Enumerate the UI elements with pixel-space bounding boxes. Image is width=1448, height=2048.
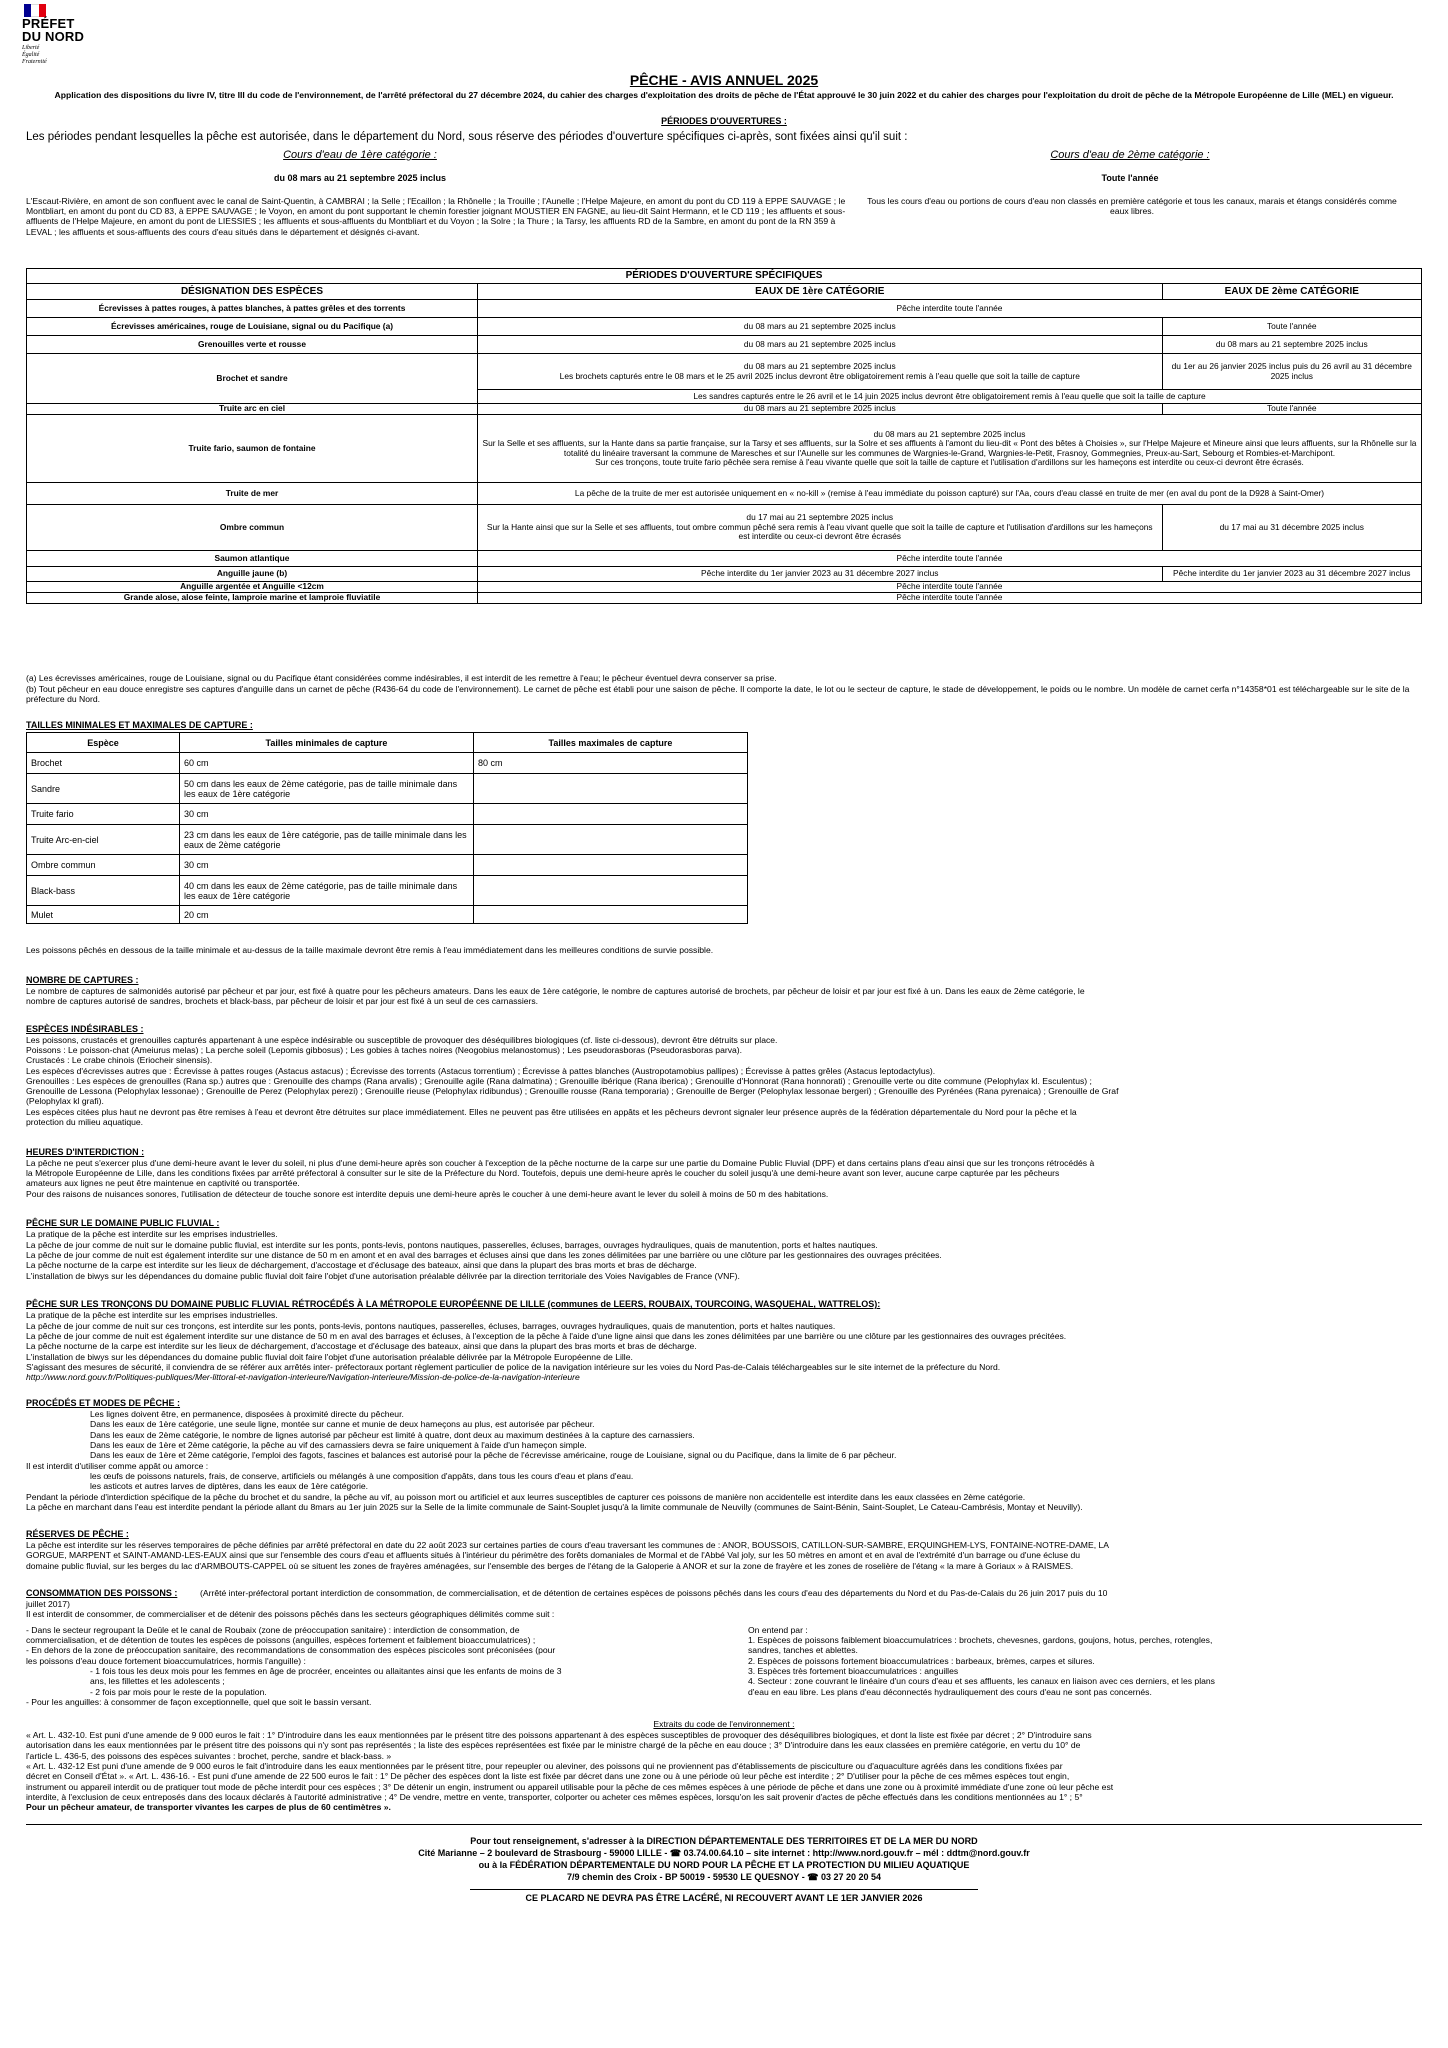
consommation-right: d'eau en eau libre. Les plans d'eau déconnectés hydrauliquement des cours d'eau ne sont pas concernés. <box>748 1687 1152 1697</box>
consommation-right: 4. Secteur : zone couvrant le linéaire d'un cours d'eau et ses affluents, les canaux en liaison avec ces derniers, et les plans <box>748 1676 1215 1686</box>
extraits-line: l'article L. 436-5, des poissons des espèces suivantes : brochet, perche, sandre et black-bass. » <box>26 1751 392 1761</box>
footer-line: ou à la FÉDÉRATION DÉPARTEMENTALE DU NORD POUR LA PÊCHE ET LA PROTECTION DU MILIEU AQUATIQUE <box>478 1860 970 1870</box>
cat2-title: Cours d'eau de 2ème catégorie : <box>1050 149 1210 161</box>
dpf-line: L'installation de biwys sur les dépendances du domaine public fluvial doit faire l'objet d'une autorisation préalable délivrée par la direction territoriale des Voies Navigables de France (VNF). <box>26 1271 740 1281</box>
table-row: Anguille argentée et Anguille <12cm Pêche interdite toute l'année <box>27 582 1422 593</box>
consommation-right: 1. Espèces de poissons faiblement bioaccumulatrices : brochets, chevesnes, gardons, goujons, hotus, perches, rotengles, <box>748 1635 1213 1645</box>
table-row: Grenouilles verte et rousse du 08 mars au 21 septembre 2025 inclus du 08 mars au 21 septembre 2025 inclus <box>27 336 1422 354</box>
specific-caption: PÉRIODES D'OUVERTURE SPÉCIFIQUES <box>27 269 1422 284</box>
cat1-text: L'Escaut-Rivière, en amont de son confluent avec le canal de Saint-Quentin, à CAMBRAI ; la Selle ; l'Ecaillon ; la Rhônelle ; la Trouille ; l'Aunelle ; l'Helpe Majeure, en amont du pont du CD 119 à EPPE SAUVAGE ; le Montbliart, en amont du pont du CD 83, à EPPE SAUVAGE ; le Voyon, en amont du pont supportant le chemin forestier joignant MOUSTIER EN FAGNE, au lieu-dit Saint Hermann, et le CD 119 ; les affluents et sous-affluents de l'Helpe Majeure, en amont du pont de LIESSIES ; les affluents et sous-affluents du Montbliart et du Voyon ; la Solre ; la Thure ; la Tarsy, les affluents RD de la Sambre, en amont du pont de la RN 359 à LEVAL ; les affluents et sous-affluents des cours d'eau situés dans le département et désignés ci-avant. <box>26 196 846 237</box>
sizes-heading: TAILLES MINIMALES ET MAXIMALES DE CAPTURE : <box>26 720 253 730</box>
procedes-item: Les lignes doivent être, en permanence, disposées à proximité directe du pêcheur. <box>90 1409 404 1419</box>
extraits-line: Pour un pêcheur amateur, de transporter vivantes les carpes de plus de 60 centimètres ». <box>26 1802 391 1812</box>
procedes-line2: La pêche en marchant dans l'eau est interdite pendant la période allant du 8mars au 1er juin 2025 sur la Selle de la limite communale de Saint-Souplet jusqu'à la limite communale de Neuvilly (communes de Saint-Bénin, Saint-Souplet, Le Cateau-Cambrésis, Montay et Neuvilly). <box>26 1502 1083 1512</box>
procedes-appat-item: les œufs de poissons naturels, frais, de conserve, artificiels ou mélangés à une composition d'appâts, dans tous les cours d'eau et plans d'eau. <box>90 1471 634 1481</box>
indesirables-line: Grenouilles : Les espèces de grenouilles (Rana sp.) autres que : Grenouille des champs (Rana arvalis) ; Grenouille agile (Rana dalmatina) ; Grenouille ibérique (Rana iberica) ; Grenouille d'Honnorat (Rana honnorati) ; Grenouille verte ou dite commune (Pelophylax kl. Esculentus) ; <box>26 1076 1092 1086</box>
procedes-heading: PROCÉDÉS ET MODES DE PÊCHE : <box>26 1398 181 1408</box>
table-row: Anguille jaune (b) Pêche interdite du 1er janvier 2023 au 31 décembre 2027 inclus Pêche interdite du 1er janvier 2023 au 31 décembre 2027 inclus <box>27 567 1422 582</box>
procedes-item: Dans les eaux de 1ère et 2ème catégorie, l'emploi des fagots, fascines et balances est autorisé pour la pêche de l'écrevisse américaine, rouge de Louisiane, signal ou du Pacifique, dans la limite de 6 par pêcheur. <box>90 1450 897 1460</box>
page-title: PÊCHE - AVIS ANNUEL 2025 <box>629 72 819 88</box>
procedes-appat-intro: Il est interdit d'utiliser comme appât ou amorce : <box>26 1461 209 1471</box>
consommation-left: commercialisation, et de détention de toutes les espèces de poissons (anguilles, espèces fortement et faiblement bioaccumulatrices) ; <box>26 1635 536 1645</box>
table-row: Ombre commun 30 cm <box>27 855 748 876</box>
mel-link[interactable]: http://www.nord.gouv.fr/Politiques-publiques/Mer-littoral-et-navigation-interieure/Navigation-interieure/Mission-de-police-de-la-navigation-interieure <box>26 1372 580 1382</box>
indesirables-line: Poissons : Le poisson-chat (Ameiurus melas) ; La perche soleil (Lepomis gibbosus) ; Les gobies à taches noires (Neogobius melanostomus) ; Les pseudorasboras (Pseudorasboras parva). <box>26 1045 743 1055</box>
cat1-dates: du 08 mars au 21 septembre 2025 inclus <box>273 173 447 183</box>
mel-line: La pêche de jour comme de nuit sur ces tronçons, est interdite sur les ponts, ponts-levis, pontons nautiques, passerelles, écluses, barrages, ouvrages hydrauliques, quais de manutention, ports et haltes nautiques. <box>26 1321 836 1331</box>
consommation-line1: (Arrêté inter-préfectoral portant interdiction de consommation, de commercialisation, et de détention de certaines espèces de poissons pêchés dans les cours d'eau des départements du Nord et du Pas-de-Calais du 26 juin 2017 puis du 10 <box>200 1588 1108 1598</box>
table-row: Les sandres capturés entre le 26 avril et le 14 juin 2025 inclus devront être obligatoirement remis à l'eau quelle que soit la taille de capture <box>27 390 1422 404</box>
indesirables-line: protection du milieu aquatique. <box>26 1117 144 1127</box>
consommation-left: - Pour les anguilles: à consommer de façon exceptionnelle, quel que soit le bassin versant. <box>26 1697 372 1707</box>
consommation-right: 2. Espèces de poissons fortement bioaccumulatrices : barbeaux, brèmes, carpes et silures. <box>748 1656 1095 1666</box>
extraits-line: « Art. L. 432-12 Est puni d'une amende de 9 000 euros le fait d'introduire dans les eaux mentionnées par le présent titre, pour repeupler ou aleviner, des poissons qui ne proviennent pas d'établissements de pisciculture ou d'aquaculture agréés dans les conditions fixées par <box>26 1761 1063 1771</box>
note-b: (b) Tout pêcheur en eau douce enregistre ses captures d'anguille dans un carnet de pêche (R436-64 du code de l'environnement). Le carnet de pêche est établi pour une saison de pêche. Il comporte la date, le lot ou le secteur de capture, le stade de développement, le poids ou le nombre. Un modèle de carnet cerfa n°14358*01 est téléchargeable sur le site de la préfecture du Nord. <box>26 684 1410 705</box>
logo-line1: PRÉFET <box>22 16 75 31</box>
extraits-line: instrument ou appareil interdit ou de pratiquer tout mode de pêche interdit pour ces espèces ; 3° De détenir un engin, instrument ou appareil utilisable pour la pêche de ces mêmes espèces à une période de pêche et dans une zone ou à proximité immédiate d'une zone où leur pêche est <box>26 1782 1114 1792</box>
table-row: Grande alose, alose feinte, lamproie marine et lamproie fluviatile Pêche interdite toute l'année <box>27 593 1422 604</box>
reserves-line: domaine public fluvial, sur les berges du lac d'ARMBOUTS-CAPPEL où se situent les zones de frayères aménagées, sur l'ensemble des berges de l'étang de la Galoperie à ANOR et sur la zone de frayère et les zones de roselière de l'étang « la mare à Goriaux » à RAISMES. <box>26 1561 1074 1571</box>
table-row: Truite fario, saumon de fontaine du 08 mars au 21 septembre 2025 inclus Sur la Selle et ses affluents, sur la Hante dans sa partie française, sur la Tarsy et ses affluents, sur la Solre et ses affluents à l'amont du lieu-dit « Pont des bêtes à Choisies », sur l'Helpe Majeure et Mineure ainsi que leurs affluents, sur la Rhônelle sur la totalité du linéaire traversant la commune de Maresches et sur l'Aunelle sur les communes de Wargnies-le-Grand, Wargnies-le-Petit, Frasnoy, Gommegnies, Preux-au-Sart, Sebourg et Rombies-et-Marchipont. Sur ces tronçons, toute truite fario pêchée sera remise à l'eau vivante quelle que soit la taille de capture et l'utilisation d'ardillons sur les hameçons est interdite ou ceux-ci devront être écrasés. <box>27 415 1422 483</box>
consommation-left: - 2 fois par mois pour le reste de la population. <box>90 1687 267 1697</box>
dpf-line: La pratique de la pêche est interdite sur les emprises industrielles. <box>26 1229 278 1239</box>
consommation-left: - En dehors de la zone de préoccupation sanitaire, des recommandations de consommation des espèces piscicoles sont préconisées (pour <box>26 1645 556 1655</box>
consommation-left: - Dans le secteur regroupant la Deûle et le canal de Roubaix (zone de préoccupation sanitaire) : interdiction de consommation, de <box>26 1625 520 1635</box>
footer-notice: CE PLACARD NE DEVRA PAS ÊTRE LACÉRÉ, NI RECOUVERT AVANT LE 1ER JANVIER 2026 <box>525 1893 923 1903</box>
procedes-item: Dans les eaux de 1ère et 2ème catégorie, la pêche au vif des carnassiers devra se faire uniquement à l'aide d'un hameçon simple. <box>90 1440 587 1450</box>
indesirables-line: Les espèces d'écrevisses autres que : Écrevisse à pattes rouges (Astacus astacus) ; Écrevisse des torrents (Astacus torrentium) ; Écrevisse à pattes blanches (Austropotamobius pallipes) ; Écrevisse à pattes grêles (Astacus leptodactylus). <box>26 1066 936 1076</box>
captures-heading: NOMBRE DE CAPTURES : <box>26 975 139 985</box>
footer-divider <box>26 1824 1422 1825</box>
table-row: Ombre commun du 17 mai au 21 septembre 2025 inclus Sur la Hante ainsi que sur la Selle et ses affluents, tout ombre commun pêché sera remis à l'eau vivant quelle que soit la taille de capture et l'utilisation d'ardillons sur les hameçons est interdite ou ceux-ci devront être écrasés du 17 mai au 31 décembre 2025 inclus <box>27 505 1422 551</box>
table-row: Sandre 50 cm dans les eaux de 2ème catégorie, pas de taille minimale dans les eaux de 1ère catégorie <box>27 774 748 804</box>
cat1-title: Cours d'eau de 1ère catégorie : <box>283 149 437 161</box>
procedes-item: Dans les eaux de 2ème catégorie, le nombre de lignes autorisé par pêcheur est limité à quatre, dont deux au maximum destinées à la capture des carnassiers. <box>90 1430 695 1440</box>
extraits-line: autorisation dans les eaux mentionnées par le présent titre des poissons qui n'y sont pas représentés ; la liste des espèces représentées est fixée par le ministre chargé de la pêche en eau douce ; 3° D'introduire dans les eaux classées en première catégorie, en vertu du 10° de <box>26 1740 1081 1750</box>
extraits-heading: Extraits du code de l'environnement : <box>653 1719 795 1729</box>
logo-line2: DU NORD <box>22 29 85 44</box>
mel-line: La pêche nocturne de la carpe est interdite sur les lieux de déchargement, d'accostage et d'éclusage des bateaux, ainsi que dans la plupart des bras morts et bras de décharge. <box>26 1341 697 1351</box>
heures-line: La pêche ne peut s'exercer plus d'une demi-heure avant le lever du soleil, ni plus d'une demi-heure après son coucher à l'exception de la pêche nocturne de la carpe sur une partie du Domaine Public Fluvial (DPF) et dans certains plans d'eau ainsi que sur les tronçons rétrocédés à <box>26 1158 1095 1168</box>
consommation-right: sandres, tanches et ablettes. <box>748 1645 858 1655</box>
extraits-line: interdite, à l'exclusion de ceux entreposés dans des locaux déclarés à l'autorité administrative ; 4° De vendre, mettre en vente, transporter, colporter ou acheter ces mêmes espèces, lorsqu'on les sait provenir d'actes de pêche effectués dans les conditions mentionnées au 1° ; 5° <box>26 1792 1083 1802</box>
mel-line: S'agissant des mesures de sécurité, il conviendra de se référer aux arrêtés inter- préfectoraux portant règlement particulier de police de la navigation intérieure sur les voies du Nord Pas-de-Calais téléchargeables sur le site internet de la préfecture du Nord. <box>26 1362 1001 1372</box>
mel-line: La pêche de jour comme de nuit est également interdite sur une distance de 50 m en aval des barrages et écluses, à l'exception de la pêche à l'aide d'une ligne ainsi que dans les zones délimitées par une barrière ou une clôture par les gestionnaires des ouvrages précitées. <box>26 1331 1067 1341</box>
heures-line: la Métropole Européenne de Lille, dans les conditions fixées par arrêté préfectoral à consulter sur le site de la Préfecture du Nord. Toutefois, depuis une demi-heure après le coucher du soleil jusqu'à une demi-heure avant son lever, aucune carpe capturée par les pêcheurs <box>26 1168 1060 1178</box>
footer-divider <box>470 1889 978 1890</box>
dpf-line: La pêche de jour comme de nuit est également interdite sur une distance de 50 m en amont et en aval des barrages et écluses ainsi que dans les zones délimitées par une barrière ou une clôture par les gestionnaires des ouvrages précitées. <box>26 1250 942 1260</box>
table-row: Mulet 20 cm <box>27 906 748 924</box>
procedes-line1: Pendant la période d'interdiction spécifique de la pêche du brochet et du sandre, la pêche au vif, au poisson mort ou artificiel et aux leurres susceptibles de capturer ces poissons de manière non accidentelle est interdite dans les eaux classées en 2ème catégorie. <box>26 1492 1026 1502</box>
consommation-right: On entend par : <box>748 1625 808 1635</box>
footer-line: Cité Marianne – 2 boulevard de Strasbourg - 59000 LILLE - ☎ 03.74.00.64.10 – site internet : http://www.nord.gouv.fr – mél : ddtm@nord.gouv.fr <box>418 1848 1030 1858</box>
periods-heading: PÉRIODES D'OUVERTURES : <box>661 116 787 126</box>
procedes-appat-item: les asticots et autres larves de diptères, dans les eaux de 1ère catégorie. <box>90 1481 369 1491</box>
intro-text: Application des dispositions du livre IV, titre III du code de l'environnement, de l'arrêté préfectoral du 27 décembre 2024, du cahier des charges d'exploitation des droits de pêche de l'État approuvé le 30 juin 2022 et du cahier des charges pour l'exploitation du droit de pêche de la Métropole Européenne de Lille (MEL) en vigueur. <box>54 90 1394 100</box>
heures-line: amateurs aux lignes ne peut être maintenue en captivité ou transportée. <box>26 1178 300 1188</box>
table-row: Truite fario 30 cm <box>27 804 748 825</box>
extraits-line: « Art. L. 432-10. Est puni d'une amende de 9 000 euros le fait : 1° D'introduire dans les eaux mentionnées par le présent titre des poissons appartenant à des espèces susceptibles de provoquer des déséquilibres biologiques, et dont la liste est fixée par décret ; 2° D'introduire sans <box>26 1730 1092 1740</box>
footer-line: Pour tout renseignement, s'adresser à la DIRECTION DÉPARTEMENTALE DES TERRITOIRES ET DE LA MER DU NORD <box>470 1836 978 1846</box>
specific-periods-table <box>26 268 1422 604</box>
note-a: (a) Les écrevisses américaines, rouge de Louisiane, signal ou du Pacifique étant considérées comme indésirables, il est interdit de les remettre à l'eau; le pêcheur éventuel devra conserver sa prise. <box>26 673 777 683</box>
table-row: Truite de mer La pêche de la truite de mer est autorisée uniquement en « no-kill » (remise à l'eau immédiate du poisson capturé) sur l'Aa, cours d'eau classé en truite de mer (en aval du pont de la D928 à Saint-Omer) <box>27 483 1422 505</box>
consommation-right: 3. Espèces très fortement bioaccumulatrices : anguilles <box>748 1666 959 1676</box>
cat2-text: Tous les cours d'eau ou portions de cours d'eau non classés en première catégorie et tous les canaux, marais et étangs considérés comme eaux libres. <box>867 196 1397 217</box>
indesirables-line: Grenouille de Lessona (Pelophylax lessonae) ; Grenouille de Perez (Pelophylax perezi) ; Grenouille rieuse (Pelophylax ridibundus) ; Grenouille rousse (Rana temporaria) ; Grenouille de Berger (Pelophylax lessonae bergeri) ; Grenouille des Pyrénées (Rana pyrenaica) ; Grenouille de Graf <box>26 1086 1119 1096</box>
sizes-note: Les poissons pêchés en dessous de la taille minimale et au-dessus de la taille maximale devront être remis à l'eau immédiatement dans les meilleures conditions de survie possible. <box>26 945 714 955</box>
mel-heading: PÊCHE SUR LES TRONÇONS DU DOMAINE PUBLIC FLUVIAL RÉTROCÉDÉS À LA MÉTROPOLE EUROPÉENNE DE LILLE (communes de LEERS, ROUBAIX, TOURCOING, WASQUEHAL, WATTRELOS): <box>26 1299 881 1309</box>
indesirables-line: Les espèces citées plus haut ne devront pas être remises à l'eau et devront être détruites sur place immédiatement. Elles ne peuvent pas être utilisées en appâts et les pêcheurs devront signaler leur présence auprès de la fédération départementale du Nord pour la pêche et la <box>26 1107 1077 1117</box>
heures-heading: HEURES D'INTERDICTION : <box>26 1147 145 1157</box>
dpf-line: La pêche de jour comme de nuit sur le domaine public fluvial, est interdite sur les ponts, ponts-levis, pontons nautiques, passerelles, écluses, barrages, ouvrages hydrauliques, quais de manutention, ports et haltes nautiques. <box>26 1240 878 1250</box>
consommation-left: ans, les fillettes et les adolescents ; <box>90 1676 225 1686</box>
extraits-line: décret en Conseil d'État ». « Art. L. 436-16. - Est puni d'une amende de 22 500 euros le fait : 1° De pêcher des espèces dont la liste est fixée par décret dans une zone ou à une période où leur pêche est interdite ; 2° D'utiliser pour la pêche de ces mêmes espèces tout engin, <box>26 1771 1070 1781</box>
consommation-left: les poissons d'eau douce fortement bioaccumulatrices, hormis l'anguille) : <box>26 1656 306 1666</box>
table-row: Black-bass 40 cm dans les eaux de 2ème catégorie, pas de taille minimale dans les eaux de 1ère catégorie <box>27 876 748 906</box>
captures-line2: nombre de captures autorisé de sandres, brochets et black-bass, par pêcheur de loisir et par jour est fixé à un seul de ces carnassiers. <box>26 996 539 1006</box>
dpf-line: La pêche nocturne de la carpe est interdite sur les lieux de déchargement, d'accostage et d'éclusage des bateaux, ainsi que dans la plupart des bras morts et bras de décharge. <box>26 1260 697 1270</box>
heures-line: Pour des raisons de nuisances sonores, l'utilisation de détecteur de touche sonore est interdite depuis une demi-heure après le coucher à une demi-heure avant le lever du soleil à moins de 50 m des habitations. <box>26 1189 829 1199</box>
consommation-left: - 1 fois tous les deux mois pour les femmes en âge de procréer, enceintes ou allaitantes ainsi que les enfants de moins de 3 <box>90 1666 562 1676</box>
cat2-dates: Toute l'année <box>1101 173 1159 183</box>
indesirables-line: Les poissons, crustacés et grenouilles capturés appartenant à une espèce indésirable ou susceptible de provoquer des déséquilibres biologiques (cf. liste ci-dessous), devront être détruits sur place. <box>26 1035 778 1045</box>
col-species: DÉSIGNATION DES ESPÈCES <box>27 284 478 300</box>
indesirables-line: Crustacés : Le crabe chinois (Eriocheir sinensis). <box>26 1055 213 1065</box>
table-row: Écrevisses américaines, rouge de Louisiane, signal ou du Pacifique (a) du 08 mars au 21 septembre 2025 inclus Toute l'année <box>27 318 1422 336</box>
prefet-logo <box>22 4 102 66</box>
captures-line1: Le nombre de captures de salmonidés autorisé par pêcheur et par jour, est fixé à quatre pour les pêcheurs amateurs. Dans les eaux de 1ère catégorie, le nombre de captures autorisé de brochets, par pêcheur de loisir et par jour est fixé à un. Dans les eaux de 2ème catégorie, le <box>26 986 1085 996</box>
dpf-heading: PÊCHE SUR LE DOMAINE PUBLIC FLUVIAL : <box>26 1218 220 1228</box>
indesirables-line: (Pelophylax kl grafi). <box>26 1096 104 1106</box>
table-row: Brochet et sandre du 08 mars au 21 septembre 2025 inclus Les brochets capturés entre le 08 mars et le 25 avril 2025 inclus devront être obligatoirement remis à l'eau quelle que soit la taille de capture du 1er au 26 janvier 2025 inclus puis du 26 avril au 31 décembre 2025 inclus <box>27 354 1422 390</box>
table-row: Saumon atlantique Pêche interdite toute l'année <box>27 551 1422 567</box>
table-row: Brochet 60 cm 80 cm <box>27 753 748 774</box>
table-row: Truite Arc-en-ciel 23 cm dans les eaux de 1ère catégorie, pas de taille minimale dans les eaux de 2ème catégorie <box>27 825 748 855</box>
mel-line: L'installation de biwys sur les dépendances du domaine public fluvial doit faire l'objet d'une autorisation préalable délivrée par la Métropole Européenne de Lille. <box>26 1352 633 1362</box>
col-cat2: EAUX DE 2ème CATÉGORIE <box>1162 284 1421 300</box>
col-cat1: EAUX DE 1ère CATÉGORIE <box>478 284 1163 300</box>
table-row: Écrevisses à pattes rouges, à pattes blanches, à pattes grêles et des torrents Pêche interdite toute l'année <box>27 300 1422 318</box>
indesirables-heading: ESPÈCES INDÉSIRABLES : <box>26 1024 144 1034</box>
periods-lead: Les périodes pendant lesquelles la pêche est autorisée, dans le département du Nord, sous réserve des périodes d'ouverture spécifiques ci-après, sont fixées ainsi qu'il suit : <box>26 131 908 143</box>
consommation-line2: juillet 2017) <box>26 1599 70 1609</box>
consommation-heading: CONSOMMATION DES POISSONS : <box>26 1588 178 1598</box>
procedes-item: Dans les eaux de 1ère catégorie, une seule ligne, montée sur canne et munie de deux hameçons au plus, est autorisée par pêcheur. <box>90 1419 595 1429</box>
table-row: Truite arc en ciel du 08 mars au 21 septembre 2025 inclus Toute l'année <box>27 404 1422 415</box>
consommation-line3: Il est interdit de consommer, de commercialiser et de détenir des poissons pêchés dans les secteurs géographiques délimités comme suit : <box>26 1609 555 1619</box>
reserves-heading: RÉSERVES DE PÊCHE : <box>26 1529 129 1539</box>
logo-motto: Liberté Égalité Fraternité <box>22 45 47 65</box>
mel-line: La pratique de la pêche est interdite sur les emprises industrielles. <box>26 1310 278 1320</box>
sizes-table: Espèce Tailles minimales de capture Tailles maximales de capture Brochet 60 cm 80 cm Sandre 50 cm dans les eaux de 2ème catégorie, pas de taille minimale dans les eaux de 1ère catégorie Truite fario 30 cm Truite Arc-en-ciel 23 cm dans les eaux de 1ère catégorie, pas de taille minimale dans les eaux de 2ème catégorie Ombre commun 30 cm Black-bass 40 cm dans les eaux de 2ème catégorie, pas de taille minimale dans les eaux de 1ère catégorie Mulet 20 cm <box>26 732 748 924</box>
reserves-line: La pêche est interdite sur les réserves temporaires de pêche définies par arrêté préfectoral en date du 22 août 2023 sur certaines parties de cours d'eau traversant les communes de : ANOR, BOUSSOIS, CATILLON-SUR-SAMBRE, ERQUINGHEM-LYS, FONTAINE-NOTRE-DAME, LA <box>26 1540 1109 1550</box>
reserves-line: GORGUE, MARPENT et SAINT-AMAND-LES-EAUX ainsi que sur l'ensemble des cours d'eau et affluents situés à l'intérieur du périmètre des forêts domaniales de Mormal et de l'Abbé Val joly, sur les 50 mètres en amont et en aval de l'extrémité d'un barrage ou d'une écluse du <box>26 1550 1081 1560</box>
footer-line: 7/9 chemin des Croix - BP 50019 - 59530 LE QUESNOY - ☎ 03 27 20 20 54 <box>566 1872 882 1882</box>
